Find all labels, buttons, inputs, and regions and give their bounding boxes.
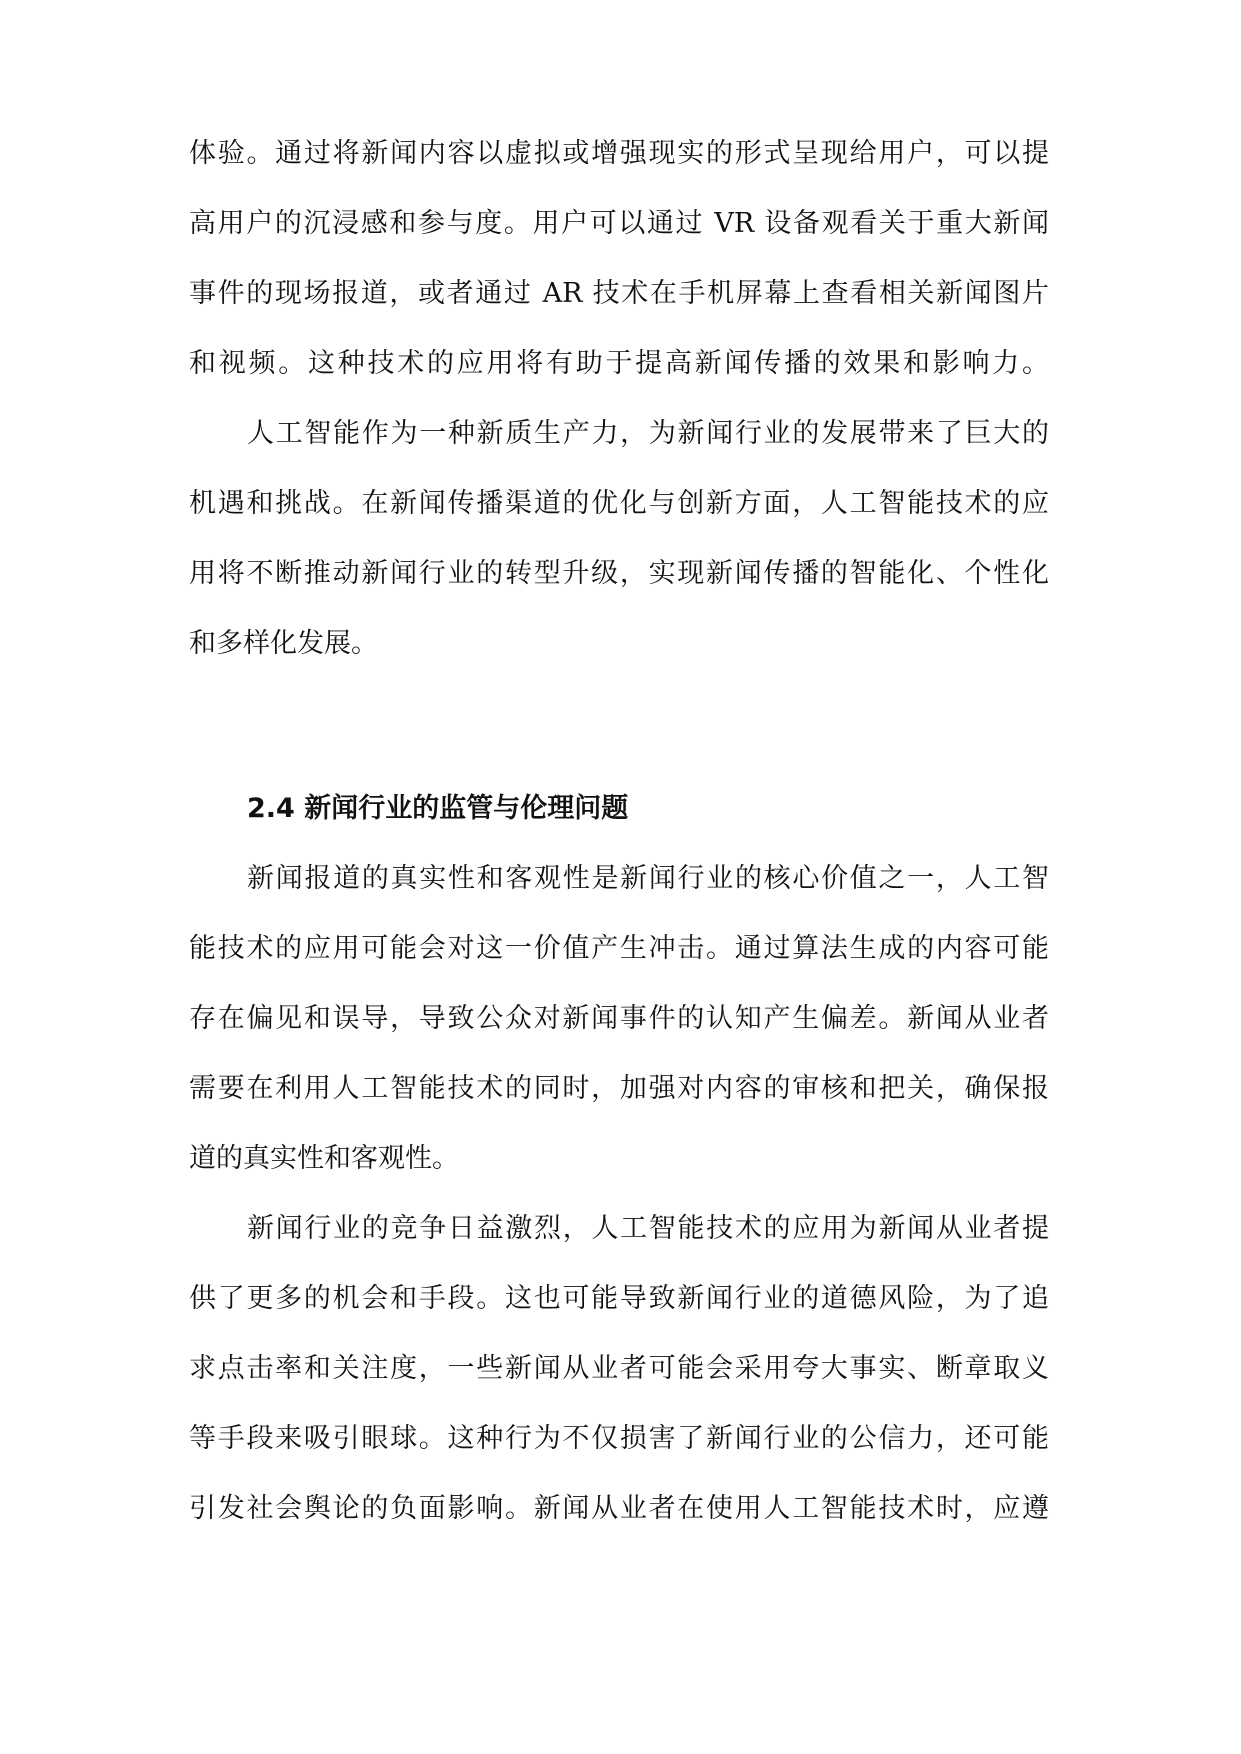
text-line: 等手段来吸引眼球。这种行为不仅损害了新闻行业的公信力，还可能: [189, 1423, 1049, 1454]
text-line: 事件的现场报道，或者通过 AR 技术在手机屏幕上查看相关新闻图片: [189, 278, 1049, 309]
text-line: 高用户的沉浸感和参与度。用户可以通过 VR 设备观看关于重大新闻: [189, 208, 1049, 239]
text-line: 机遇和挑战。在新闻传播渠道的优化与创新方面，人工智能技术的应: [189, 488, 1049, 519]
text-line: 供了更多的机会和手段。这也可能导致新闻行业的道德风险，为了追: [189, 1283, 1049, 1314]
text-line: 新闻报道的真实性和客观性是新闻行业的核心价值之一，人工智: [247, 863, 1049, 894]
text-line: 道的真实性和客观性。: [189, 1143, 459, 1174]
text-line: 和多样化发展。: [189, 628, 378, 659]
text-line: 新闻行业的竞争日益激烈，人工智能技术的应用为新闻从业者提: [247, 1213, 1049, 1244]
text-line: 需要在利用人工智能技术的同时，加强对内容的审核和把关，确保报: [189, 1073, 1049, 1104]
text-line: 求点击率和关注度，一些新闻从业者可能会采用夸大事实、断章取义: [189, 1353, 1049, 1384]
text-line: 人工智能作为一种新质生产力，为新闻行业的发展带来了巨大的: [247, 418, 1049, 449]
text-line: 存在偏见和误导，导致公众对新闻事件的认知产生偏差。新闻从业者: [189, 1003, 1049, 1034]
text-line: 能技术的应用可能会对这一价值产生冲击。通过算法生成的内容可能: [189, 933, 1049, 964]
section-heading: 2.4 新闻行业的监管与伦理问题: [247, 793, 629, 824]
text-line: 体验。通过将新闻内容以虚拟或增强现实的形式呈现给用户，可以提: [189, 138, 1049, 169]
text-line: 用将不断推动新闻行业的转型升级，实现新闻传播的智能化、个性化: [189, 558, 1049, 589]
text-line: 引发社会舆论的负面影响。新闻从业者在使用人工智能技术时，应遵: [189, 1493, 1049, 1524]
text-line: 和视频。这种技术的应用将有助于提高新闻传播的效果和影响力。: [189, 348, 1049, 379]
